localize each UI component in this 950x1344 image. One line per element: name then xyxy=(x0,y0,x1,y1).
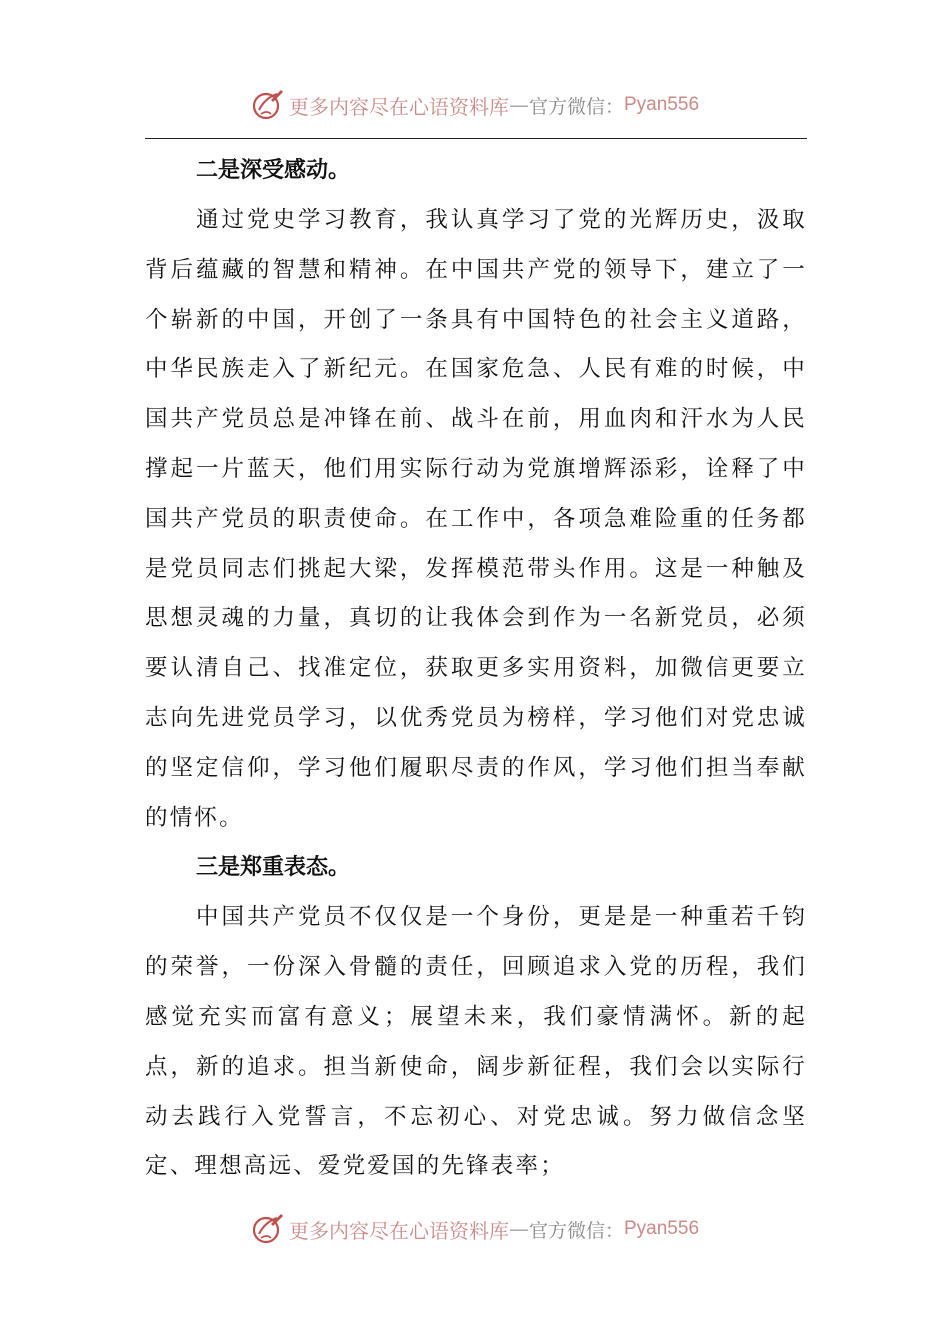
banner-official-label: 官方微信： xyxy=(528,95,624,118)
section-3 xyxy=(145,843,807,1192)
document-body xyxy=(145,146,807,1192)
banner-wechat-id: Pyan556 xyxy=(624,1218,700,1239)
section-heading: 三是郑重表态。 xyxy=(196,855,351,881)
banner-brand-text: 更多内容尽在心语资料库 xyxy=(288,94,509,119)
section-2 xyxy=(145,146,807,843)
section-heading: 二是深受感动。 xyxy=(196,158,351,183)
header-watermark-banner xyxy=(0,85,950,125)
section-paragraph: 中国共产党员不仅仅是一个身份，更是是一种重若千钧的荣誉，一份深入骨髓的责任，回顾追求入党的历程，我们感觉充实而富有意义；展望未来，我们豪情满怀。新的起点，新的追求。担当新使命，阔步新征程，我们会以实际行动去践行入党誓言，不忘初心、对党忠诚。努力做信念坚定、理想高远、爱党爱国的先锋表率； xyxy=(145,904,807,1180)
banner-official-label: 官方微信： xyxy=(528,1219,624,1242)
footer-watermark-banner xyxy=(0,1209,950,1249)
banner-brand-text: 更多内容尽在心语资料库 xyxy=(288,1218,509,1243)
pen-swirl-logo-icon xyxy=(251,88,285,122)
banner-separator: — xyxy=(508,93,529,117)
pen-swirl-logo-icon xyxy=(251,1212,285,1246)
banner-separator: — xyxy=(508,1217,529,1241)
banner-wechat-id: Pyan556 xyxy=(624,94,700,115)
header-divider-line xyxy=(145,138,807,139)
section-paragraph: 通过党史学习教育，我认真学习了党的光辉历史，汲取背后蕴藏的智慧和精神。在中国共产党的领导下，建立了一个崭新的中国，开创了一条具有中国特色的社会主义道路，中华民族走入了新纪元。在国家危急、人民有难的时候，中国共产党员总是冲锋在前、战斗在前，用血肉和汗水为人民撑起一片蓝天，他们用实际行动为党旗增辉添彩，诠释了中国共产党员的职责使命。在工作中，各项急难险重的任务都是党员同志们挑起大梁，发挥模范带头作用。这是一种触及思想灵魂的力量，真切的让我体会到作为一名新党员，必须要认清自己、找准定位，获取更多实用资料，加微信更要立志向先进党员学习，以优秀党员为榜样，学习他们对党忠诚的坚定信仰，学习他们履职尽责的作风，学习他们担当奉献的情怀。 xyxy=(145,207,807,831)
